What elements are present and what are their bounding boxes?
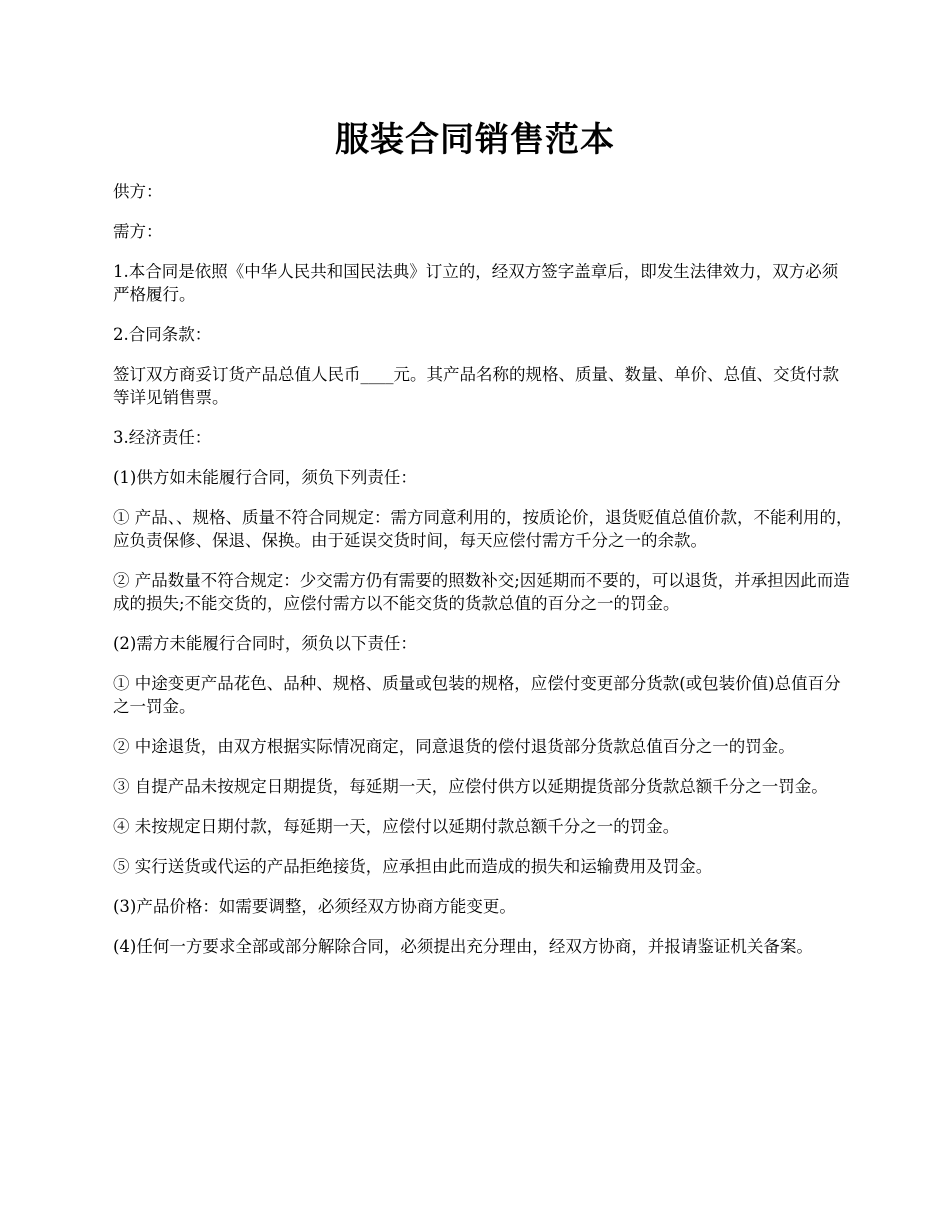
buyer-liability-item-1: ① 中途变更产品花色、品种、规格、质量或包装的规格，应偿付变更部分货款(或包装价值)总值百分之一罚金。 [113,674,841,716]
price-clause: (3)产品价格：如需要调整，必须经双方协商方能变更。 [113,897,516,916]
clause-1: 1.本合同是依照《中华人民共和国民法典》订立的，经双方签字盖章后，即发生法律效力，双方必须严格履行。 [113,262,839,304]
supplier-line: 供方： [113,182,163,201]
clause-3-heading: 3.经济责任： [113,428,212,447]
buyer-liability-item-2: ② 中途退货，由双方根据实际情况商定，同意退货的偿付退货部分货款总值百分之一的罚金。 [113,737,795,756]
document-body [113,180,853,975]
document-title: 服装合同销售范本 [335,120,615,160]
supplier-liability-heading: (1)供方如未能履行合同，须负下列责任： [113,468,417,487]
buyer-line: 需方： [113,222,163,241]
clause-2-body: 签订双方商妥订货产品总值人民币____元。其产品名称的规格、质量、数量、单价、总值、交货付款等详见销售票。 [113,365,839,407]
supplier-liability-item-1: ① 产品、、规格、质量不符合同规定：需方同意利用的，按质论价，退货贬值总值价款，不能利用的，应负责保修、保退、保换。由于延误交货时间，每天应偿付需方千分之一的余款。 [113,508,853,550]
buyer-liability-item-3: ③ 自提产品未按规定日期提货，每延期一天，应偿付供方以延期提货部分货款总额千分之一罚金。 [113,777,828,796]
clause-2-heading: 2.合同条款： [113,325,212,344]
buyer-liability-item-5: ⑤ 实行送货或代运的产品拒绝接货，应承担由此而造成的损失和运输费用及罚金。 [113,857,713,876]
termination-clause: (4)任何一方要求全部或部分解除合同，必须提出充分理由，经双方协商，并报请鉴证机关备案。 [113,937,813,956]
buyer-liability-heading: (2)需方未能履行合同时，须负以下责任： [113,634,417,653]
buyer-liability-item-4: ④ 未按规定日期付款，每延期一天，应偿付以延期付款总额千分之一的罚金。 [113,817,680,836]
supplier-liability-item-2: ② 产品数量不符合规定：少交需方仍有需要的照数补交;因延期而不要的，可以退货，并承担因此而造成的损失;不能交货的，应偿付需方以不能交货的货款总值的百分之一的罚金。 [113,571,850,613]
